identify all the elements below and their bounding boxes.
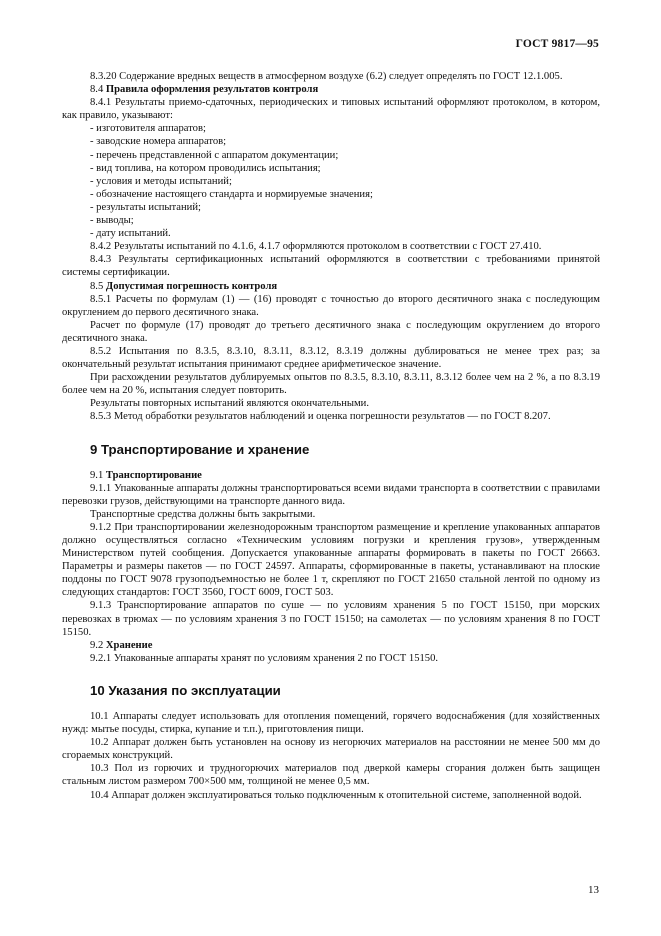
list-item: - условия и методы испытаний;: [90, 175, 232, 187]
subsection-title: Транспортирование: [105, 469, 202, 481]
subsection-number: 8.4: [90, 84, 104, 96]
clause-10-1: 10.1 Аппараты следует использовать для отопления помещений, горячего водоснабжения (для хозяйственных нужд: мытье посуды, стирка, купание и т.п.), приготовления пищи.: [62, 710, 600, 736]
section-10-title: 10 Указания по эксплуатации: [90, 682, 281, 698]
list-item: - дату испытаний.: [90, 228, 171, 240]
list-item: - изготовителя аппаратов;: [90, 123, 206, 135]
clause-9-1-2: 9.1.2 При транспортировании железнодорожным транспортом размещение и крепление упакованных аппаратов должно осуществляться согласно «Техническим условиям погрузки и крепления грузов», утвержденным Министерством путей сообщения. Допускается упакованные аппараты формировать в пакеты по ГОСТ 26663. Параметры и размеры пакетов — по ГОСТ 24597. Аппараты, сформированные в пакеты, устанавливают на плоские поддоны по ГОСТ 9078 грузоподъемностью не более 1 т, скрепляют по ГОСТ 21650 стальной лентой по одному из следующих стандартов: ГОСТ 3560, ГОСТ 6009, ГОСТ 503.: [62, 521, 600, 599]
subsection-8-4-heading: [62, 83, 600, 96]
clause-9-1-1-continued: Транспортные средства должны быть закрытыми.: [90, 508, 316, 520]
clause-8-5-2: 8.5.2 Испытания по 8.3.5, 8.3.10, 8.3.11, 8.3.12, 8.3.19 должны дублироваться не менее трех раз; за окончательный результат испытания принимают среднее арифметическое значение.: [62, 345, 600, 371]
list-item: - вид топлива, на котором проводились испытания;: [90, 162, 321, 174]
list-item: - выводы;: [90, 215, 134, 227]
clause-8-5-3: 8.5.3 Метод обработки результатов наблюдений и оценка погрешности результатов — по ГОСТ 8.207.: [90, 411, 551, 423]
document-code-header: ГОСТ 9817—95: [515, 38, 599, 50]
clause-9-2-1: 9.2.1 Упакованные аппараты хранят по условиям хранения 2 по ГОСТ 15150.: [90, 652, 439, 664]
list-item: - перечень представленной с аппаратом документации;: [90, 149, 339, 161]
subsection-title: Допустимая погрешность контроля: [105, 280, 278, 292]
clause-10-2: 10.2 Аппарат должен быть установлен на основу из негорючих материалов на расстоянии не менее 500 мм до сгораемых конструкций.: [62, 737, 600, 762]
clause-10-4: 10.4 Аппарат должен эксплуатироваться только подключенным к отопительной системе, заполненной водой.: [90, 789, 582, 801]
list-item: - обозначение настоящего стандарта и нормируемые значения;: [90, 188, 373, 200]
subsection-title: Хранение: [105, 639, 153, 651]
clause-10-3: 10.3 Пол из горючих и трудногорючих материалов под дверкой камеры сгорания должен быть защищен стальным листом размером 700×500 мм, толщиной не менее 0,5 мм.: [62, 763, 600, 788]
subsection-9-1-heading: [62, 469, 600, 482]
page-content: [62, 70, 600, 802]
subsection-number: 8.5: [90, 280, 104, 292]
clause-8-5-1: 8.5.1 Расчеты по формулам (1) — (16) проводят с точностью до второго десятичного знака с последующим округлением до первого десятичного знака.: [62, 293, 600, 318]
clause-9-1-1: 9.1.1 Упакованные аппараты должны транспортироваться всеми видами транспорта в соответствии с правилами перевозки грузов, действующими на транспорте данного вида.: [62, 482, 600, 507]
clause-8-4-2: 8.4.2 Результаты испытаний по 4.1.6, 4.1.7 оформляются протоколом в соответствии с ГОСТ 27.410.: [90, 241, 542, 253]
clause-9-1-3: 9.1.3 Транспортирование аппаратов по суше — по условиям хранения 5 по ГОСТ 15150, при морских перевозках в трюмах — по условиям хранения 3 по ГОСТ 15150; на самолетах — по условиям хранения 8 по ГОСТ 15150.: [62, 600, 600, 638]
subsection-9-2-heading: [62, 639, 600, 652]
clause-8-5-1-continued: Расчет по формуле (17) проводят до третьего десятичного знака с последующим округлением до второго десятичного знака.: [62, 319, 600, 344]
list-item: - заводские номера аппаратов;: [90, 136, 227, 148]
list-item: - результаты испытаний;: [90, 201, 201, 213]
section-9-title: 9 Транспортирование и хранение: [90, 441, 310, 457]
subsection-number: 9.2: [90, 639, 104, 651]
clause-8-5-2-final: Результаты повторных испытаний являются окончательными.: [90, 398, 370, 410]
clause-8-3-20: 8.3.20 Содержание вредных веществ в атмосферном воздухе (6.2) следует определять по ГОСТ 12.1.005.: [90, 71, 563, 82]
subsection-title: Правила оформления результатов контроля: [105, 84, 319, 96]
subsection-8-5-heading: [62, 280, 600, 293]
clause-8-4-3: 8.4.3 Результаты сертификационных испытаний оформляются в соответствии с требованиями принятой системы сертификации.: [62, 254, 600, 279]
clause-8-5-2-continued: При расхождении результатов дублируемых опытов по 8.3.5, 8.3.10, 8.3.11, 8.3.12 более чем на 2 %, а по 8.3.19 более чем на 20 %, испытания следует повторить.: [62, 372, 600, 397]
clause-8-4-1: 8.4.1 Результаты приемо-сдаточных, периодических и типовых испытаний оформляют протоколом, в котором, как правило, указывают:: [62, 97, 600, 122]
page-number: 13: [588, 884, 599, 896]
subsection-number: 9.1: [90, 469, 104, 481]
